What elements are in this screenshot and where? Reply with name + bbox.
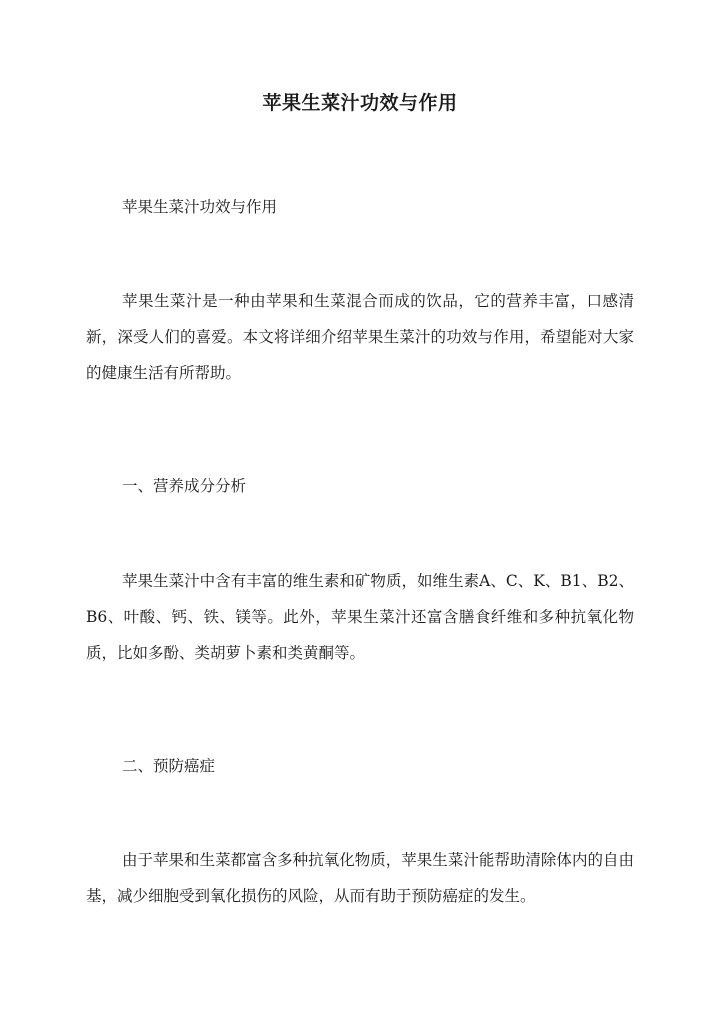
section-body-cancer: 由于苹果和生菜都富含多种抗氧化物质，苹果生菜汁能帮助清除体内的自由基，减少细胞受到氧化损伤的风险，从而有助于预防癌症的发生。 bbox=[86, 851, 634, 905]
section-heading-nutrition: 一、营养成分分析 bbox=[122, 477, 247, 495]
document-subtitle: 苹果生菜汁功效与作用 bbox=[122, 198, 278, 216]
document-title: 苹果生菜汁功效与作用 bbox=[262, 92, 458, 114]
section-heading-cancer: 二、预防癌症 bbox=[122, 757, 216, 775]
section-body-nutrition: 苹果生菜汁中含有丰富的维生素和矿物质，如维生素A、C、K、B1、B2、B6、叶酸、钙、铁、镁等。此外，苹果生菜汁还富含膳食纤维和多种抗氧化物质，比如多酚、类胡萝卜素和类黄酮等。 bbox=[86, 572, 634, 662]
intro-paragraph: 苹果生菜汁是一种由苹果和生菜混合而成的饮品，它的营养丰富，口感清新，深受人们的喜爱。本文将详细介绍苹果生菜汁的功效与作用，希望能对大家的健康生活有所帮助。 bbox=[86, 292, 634, 382]
